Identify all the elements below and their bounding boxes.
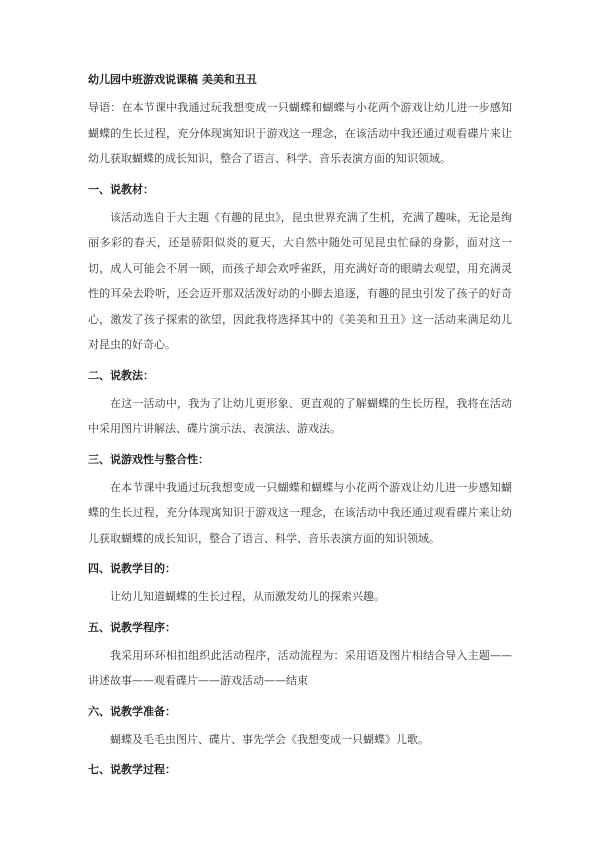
section-heading: 一、说教材：	[88, 182, 154, 196]
section-paragraph: 在本节课中我通过玩我想变成一只蝴蝶和蝴蝶与小花两个游戏让幼儿进一步感知蝴蝶的生长过程，充分体现寓知识于游戏这一理念，在该活动中我还通过观看碟片来让幼儿获取蝴蝶的成长知识，整合了语言、科学、音乐表演方面的知识领域。	[88, 480, 512, 545]
section-paragraph: 我采用环环相扣组织此活动程序，活动流程为：采用语及图片相结合导入主题——讲述故事——观看碟片——游戏活动——结束	[88, 648, 512, 687]
section-paragraph: 让幼儿知道蝴蝶的生长过程，从而激发幼儿的探索兴趣。	[110, 590, 385, 603]
document-page	[88, 71, 512, 785]
section-heading: 三、说游戏性与整合性：	[88, 452, 209, 466]
section-heading: 七、说教学过程：	[88, 763, 176, 776]
section-heading: 四、说教学目的：	[88, 562, 176, 575]
section-paragraph: 在这一活动中，我为了让幼儿更形象、更直观的了解蝴蝶的生长历程，我将在活动中采用图片讲解法、碟片演示法、表演法、游戏法。	[88, 396, 512, 435]
document-title: 幼儿园中班游戏说课稿 美美和丑丑	[88, 73, 257, 86]
section-paragraph: 该活动选自于大主题《有趣的昆虫》，昆虫世界充满了生机，充满了趣味，无论是绚丽多彩的春天，还是骄阳似炎的夏天，大自然中随处可见昆虫忙碌的身影，面对这一切，成人可能会不屑一顾，而孩子却会欢呼雀跃，用充满好奇的眼睛去观望，用充满灵性的耳朵去聆听，还会迈开那双活泼好动的小脚去追逐，有趣的昆虫引发了孩子的好奇心，激发了孩子探索的欲望，因此我将选择其中的《美美和丑丑》这一活动来满足幼儿对昆虫的好奇心。	[88, 210, 512, 351]
section-heading: 五、说教学程序：	[88, 620, 176, 634]
section-heading: 二、说教法：	[88, 368, 154, 382]
section-teaching-process	[88, 761, 512, 779]
section-teaching-preparation	[88, 703, 512, 753]
section-teaching-method	[88, 367, 512, 442]
section-game-integration	[88, 451, 512, 552]
section-paragraph: 蝴蝶及毛毛虫图片、碟片、事先学会《我想变成一只蝴蝶》儿歌。	[110, 732, 429, 746]
intro-paragraph: 导语：在本节课中我通过玩我想变成一只蝴蝶和蝴蝶与小花两个游戏让幼儿进一步感知蝴蝶的生长过程，充分体现寓知识于游戏这一理念，在该活动中我还通过观看碟片来让幼儿获取蝴蝶的成长知识，整合了语言、科学、音乐表演方面的知识领域。	[88, 101, 512, 165]
section-heading: 六、说教学准备：	[88, 704, 176, 718]
section-teaching-procedure	[88, 619, 512, 694]
section-teaching-goal	[88, 560, 512, 610]
section-teaching-material	[88, 181, 512, 358]
